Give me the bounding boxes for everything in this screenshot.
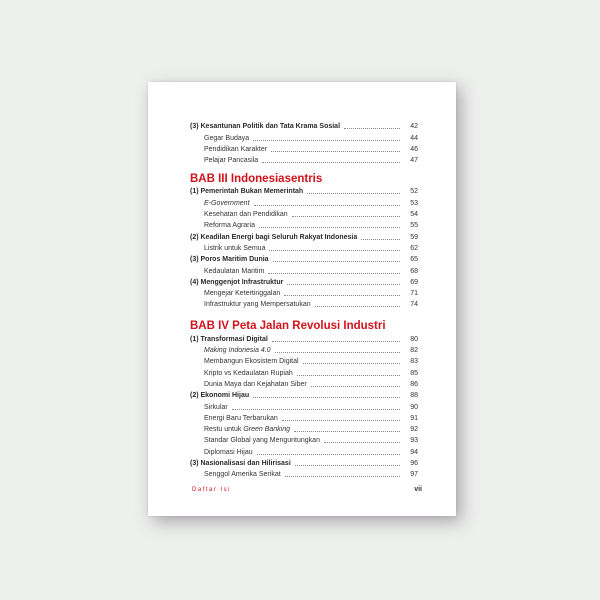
toc-page-number: 92	[410, 426, 418, 434]
leader-dots	[262, 162, 400, 163]
toc-page-number: 47	[410, 157, 418, 165]
toc-page-number: 71	[410, 290, 418, 298]
toc-row[interactable]	[190, 230, 418, 241]
leader-dots	[275, 352, 400, 353]
toc-label: (4) Menggenjot Infrastruktur	[190, 278, 284, 286]
toc-label: (1) Pemerintah Bukan Memerintah	[190, 188, 304, 196]
toc-row[interactable]	[190, 355, 418, 366]
running-footer-title: Daftar Isi	[192, 487, 232, 493]
toc-label: Dunia Maya dan Kejahatan Siber	[204, 380, 307, 388]
toc-row[interactable]	[190, 242, 418, 253]
toc-row[interactable]	[190, 378, 418, 389]
toc-label: (2) Keadilan Energi bagi Seluruh Rakyat Indonesia	[190, 233, 358, 241]
toc-label: (2) Ekonomi Hijau	[190, 392, 250, 400]
toc-label: Diplomasi Hijau	[204, 448, 253, 456]
toc-page-number: 90	[410, 403, 418, 411]
leader-dots	[303, 363, 400, 364]
toc-page-number: 54	[410, 211, 418, 219]
toc-label: Kesehatan dan Pendidikan	[204, 211, 288, 219]
toc-label: Pelajar Pancasila	[204, 157, 259, 165]
toc-label: (3) Poros Maritim Dunia	[190, 256, 269, 264]
toc-page-number: 94	[410, 448, 418, 456]
leader-dots	[253, 397, 400, 398]
toc-row[interactable]	[190, 143, 418, 154]
leader-dots	[272, 341, 400, 342]
toc-row[interactable]	[190, 423, 418, 434]
toc-row[interactable]	[190, 120, 418, 131]
toc-row[interactable]	[190, 412, 418, 423]
toc-label: Listrik untuk Semua	[204, 244, 266, 252]
toc-page-number: 44	[410, 134, 418, 142]
toc-page-number: 86	[410, 380, 418, 388]
toc-row[interactable]	[190, 298, 418, 309]
toc-label-italic: Green Banking	[243, 426, 291, 434]
leader-dots	[315, 306, 400, 307]
toc-label: Membangun Ekosistem Digital	[204, 358, 299, 366]
leader-dots	[292, 216, 400, 217]
leader-dots	[311, 386, 400, 387]
page-number: vii	[414, 486, 422, 493]
toc-label: (3) Nasionalisasi dan Hilirisasi	[190, 460, 291, 468]
toc-label: Pendidikan Karakter	[204, 145, 268, 153]
toc-label: Gegar Budaya	[204, 134, 250, 142]
toc-row[interactable]	[190, 400, 418, 411]
toc-label: Kripto vs Kedaulatan Rupiah	[204, 369, 293, 377]
leader-dots	[282, 420, 400, 421]
toc-label	[190, 425, 290, 434]
toc-page-number: 80	[410, 335, 418, 343]
leader-dots	[284, 295, 400, 296]
toc-page-number: 65	[410, 256, 418, 264]
toc-page-number: 97	[410, 471, 418, 479]
toc-page-number: 69	[410, 278, 418, 286]
toc-page-number: 93	[410, 437, 418, 445]
toc-row[interactable]	[190, 332, 418, 343]
leader-dots	[361, 239, 400, 240]
leader-dots	[285, 476, 400, 477]
leader-dots	[324, 442, 400, 443]
toc-label: Energi Baru Terbarukan	[204, 414, 278, 422]
leader-dots	[253, 140, 400, 141]
chapter-heading[interactable]: BAB III Indonesiasentris	[190, 173, 323, 186]
toc-label: Mengejar Ketertinggalan	[204, 290, 281, 298]
toc-label: Senggol Amerika Serikat	[204, 471, 281, 479]
toc-page-number: 59	[410, 233, 418, 241]
toc-page-number: 83	[410, 358, 418, 366]
leader-dots	[254, 205, 400, 206]
toc-row[interactable]	[190, 468, 418, 479]
toc-page-number: 74	[410, 301, 418, 309]
toc-page-number: 88	[410, 392, 418, 400]
leader-dots	[271, 151, 400, 152]
toc-label: Sirkular	[204, 403, 228, 411]
toc-row[interactable]	[190, 344, 418, 355]
toc-row[interactable]	[190, 457, 418, 468]
toc-row[interactable]	[190, 154, 418, 165]
toc-row[interactable]	[190, 253, 418, 264]
table-of-contents	[190, 120, 418, 479]
leader-dots	[259, 227, 400, 228]
toc-row[interactable]	[190, 185, 418, 196]
toc-page-number: 62	[410, 244, 418, 252]
toc-row[interactable]	[190, 389, 418, 400]
toc-page-number: 82	[410, 347, 418, 355]
leader-dots	[307, 193, 400, 194]
toc-row[interactable]	[190, 208, 418, 219]
chapter-heading[interactable]: BAB IV Peta Jalan Revolusi Industri	[190, 320, 386, 333]
book-page	[148, 82, 456, 516]
toc-label: Reforma Agraria	[204, 222, 255, 230]
toc-page-number: 53	[410, 199, 418, 207]
leader-dots	[257, 454, 400, 455]
toc-row[interactable]	[190, 434, 418, 445]
toc-label: Making Indonesia 4.0	[204, 347, 271, 355]
toc-page-number: 42	[410, 123, 418, 131]
toc-row[interactable]	[190, 219, 418, 230]
toc-label: E-Government	[204, 199, 250, 207]
toc-page-number: 55	[410, 222, 418, 230]
leader-dots	[273, 261, 400, 262]
toc-label: (1) Transformasi Digital	[190, 335, 268, 343]
leader-dots	[287, 284, 400, 285]
leader-dots	[295, 465, 400, 466]
leader-dots	[268, 273, 400, 274]
toc-label: Kedaulatan Maritim	[204, 267, 265, 275]
toc-row[interactable]	[190, 366, 418, 377]
toc-label: Infrastruktur yang Mempersatukan	[204, 301, 311, 309]
toc-row[interactable]	[190, 196, 418, 207]
leader-dots	[297, 375, 400, 376]
toc-page-number: 85	[410, 369, 418, 377]
toc-row[interactable]	[190, 131, 418, 142]
leader-dots	[344, 128, 400, 129]
leader-dots	[269, 250, 400, 251]
toc-row[interactable]	[190, 276, 418, 287]
toc-row[interactable]	[190, 264, 418, 275]
toc-page-number: 52	[410, 188, 418, 196]
toc-page-number: 46	[410, 145, 418, 153]
toc-page-number: 68	[410, 267, 418, 275]
toc-row[interactable]	[190, 287, 418, 298]
leader-dots	[294, 431, 400, 432]
toc-label-text: Restu untuk	[204, 426, 242, 434]
toc-label: Standar Global yang Menguntungkan	[204, 437, 320, 445]
toc-page-number: 91	[410, 414, 418, 422]
leader-dots	[232, 409, 400, 410]
toc-label: (3) Kesantunan Politik dan Tata Krama Sosial	[190, 123, 341, 131]
toc-row[interactable]	[190, 445, 418, 456]
toc-page-number: 96	[410, 460, 418, 468]
